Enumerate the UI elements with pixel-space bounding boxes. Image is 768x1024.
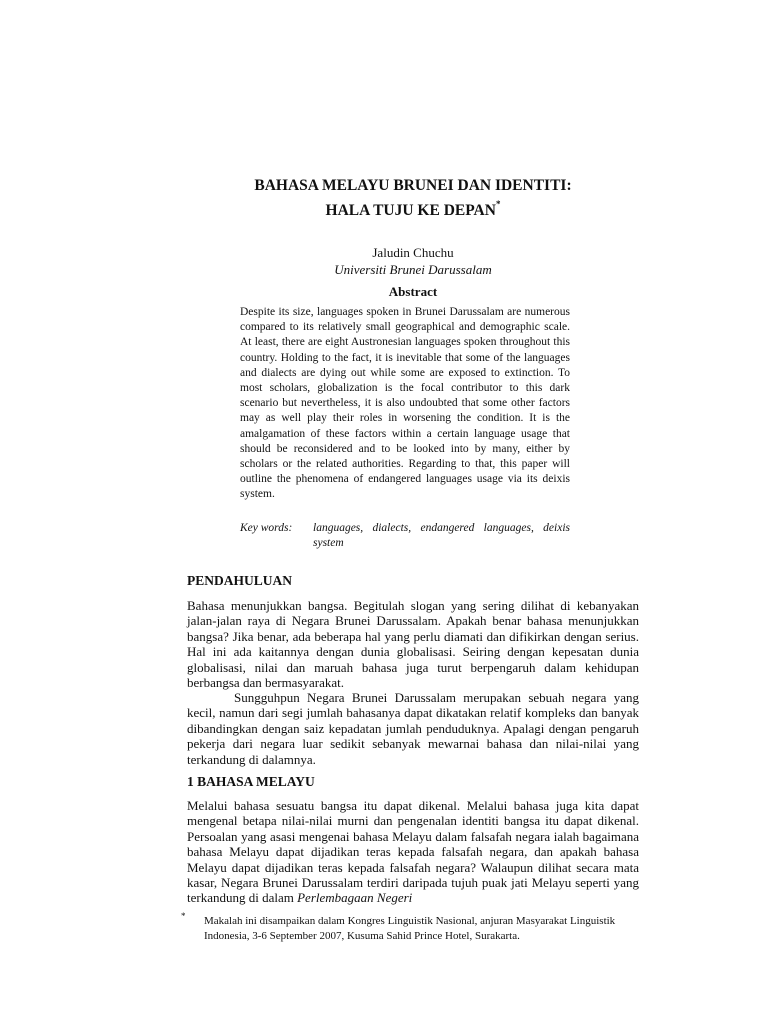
footnote-mark: *	[181, 911, 186, 921]
keywords-label: Key words:	[240, 522, 293, 534]
keywords	[240, 521, 570, 551]
section-heading-bahasa-melayu: 1 BAHASA MELAYU	[187, 774, 315, 789]
abstract-heading: Abstract	[388, 284, 438, 299]
title-footnote-mark: *	[495, 199, 501, 209]
paper-title	[0, 176, 768, 221]
title-line-2	[0, 196, 768, 221]
title-line-1: BAHASA MELAYU BRUNEI DAN IDENTITI:	[254, 177, 572, 194]
abstract-text: Despite its size, languages spoken in Brunei Darussalam are numerous compared to its relatively small geographical and demographic scale. At least, there are eight Austronesian languages spoken throughout this country. Holding to the fact, it is inevitable that some of the languages and dialects are dying out while some are exposed to extinction. To most scholars, globalization is the focal contributor to this dark scenario but nevertheless, it is also undoubted that some other factors may as well play their roles in worsening the condition. It is the amalgamation of these factors within a certain language usage that should be reconsidered and to be looked into by many, either by scholars or the related authorities. Regarding to that, this paper will outline the phenomena of endangered languages usage via its deixis system.	[240, 306, 570, 501]
bahasa-melayu-italic-term: Perlembagaan Negeri	[297, 890, 413, 906]
bahasa-melayu-paragraph-text: Melalui bahasa sesuatu bangsa itu dapat dikenal. Melalui bahasa juga kita dapat mengenal betapa nilai-nilai murni dan pengenalan identiti bangsa itu dapat dikenal. Persoalan yang asasi mengenai bahasa Melayu dalam falsafah negara ialah bagaimana bahasa Melayu dapat dijadikan teras kepada falsafah negara, dan apakah bahasa Melayu dapat dijadikan teras kepada falsafah negara? Walaupun dilihat secara mata kasar, Negara Brunei Darussalam terdiri daripada tujuh puak jati Melayu seperti yang terkandung di dalam	[187, 798, 639, 906]
footnote-text: Makalah ini disampaikan dalam Kongres Linguistik Nasional, anjuran Masyarakat Linguistik Indonesia, 3-6 September 2007, Kusuma Sahid Prince Hotel, Surakarta.	[204, 915, 616, 943]
pendahuluan-paragraph-2: Sungguhpun Negara Brunei Darussalam merupakan sebuah negara yang kecil, namun dari segi jumlah bahasanya dapat dikatakan relatif kompleks dan banyak dibandingkan dengan saiz kepadatan jumlah penduduknya. Apalagi dengan pengaruh pekerja dari negara luar sedikit sebanyak mewarnai bahasa dan nilai-nilai yang terkandung di dalamnya.	[187, 690, 639, 767]
keywords-value: languages, dialects, endangered languages, deixis system	[313, 522, 570, 550]
title-line-2-text: HALA TUJU KE DEPAN	[325, 202, 496, 220]
author-affiliation: Universiti Brunei Darussalam	[334, 262, 492, 277]
pendahuluan-paragraph-1: Bahasa menunjukkan bangsa. Begitulah slogan yang sering dilihat di kebanyakan jalan-jalan raya di Negara Brunei Darussalam. Apakah benar bahasa menunjukkan bangsa? Jika benar, ada beberapa hal yang perlu diamati dan difikirkan dengan serius. Hal ini ada kaitannya dengan dunia globalisasi. Seiring dengan kepesatan dunia globalisasi, nilai dan maruah bahasa juga turut berpengaruh dalam kehidupan berbangsa dan bermasyarakat.	[187, 598, 639, 691]
author-name: Jaludin Chuchu	[372, 245, 454, 260]
bahasa-melayu-paragraph-1	[187, 798, 639, 906]
section-heading-pendahuluan: PENDAHULUAN	[187, 573, 293, 588]
